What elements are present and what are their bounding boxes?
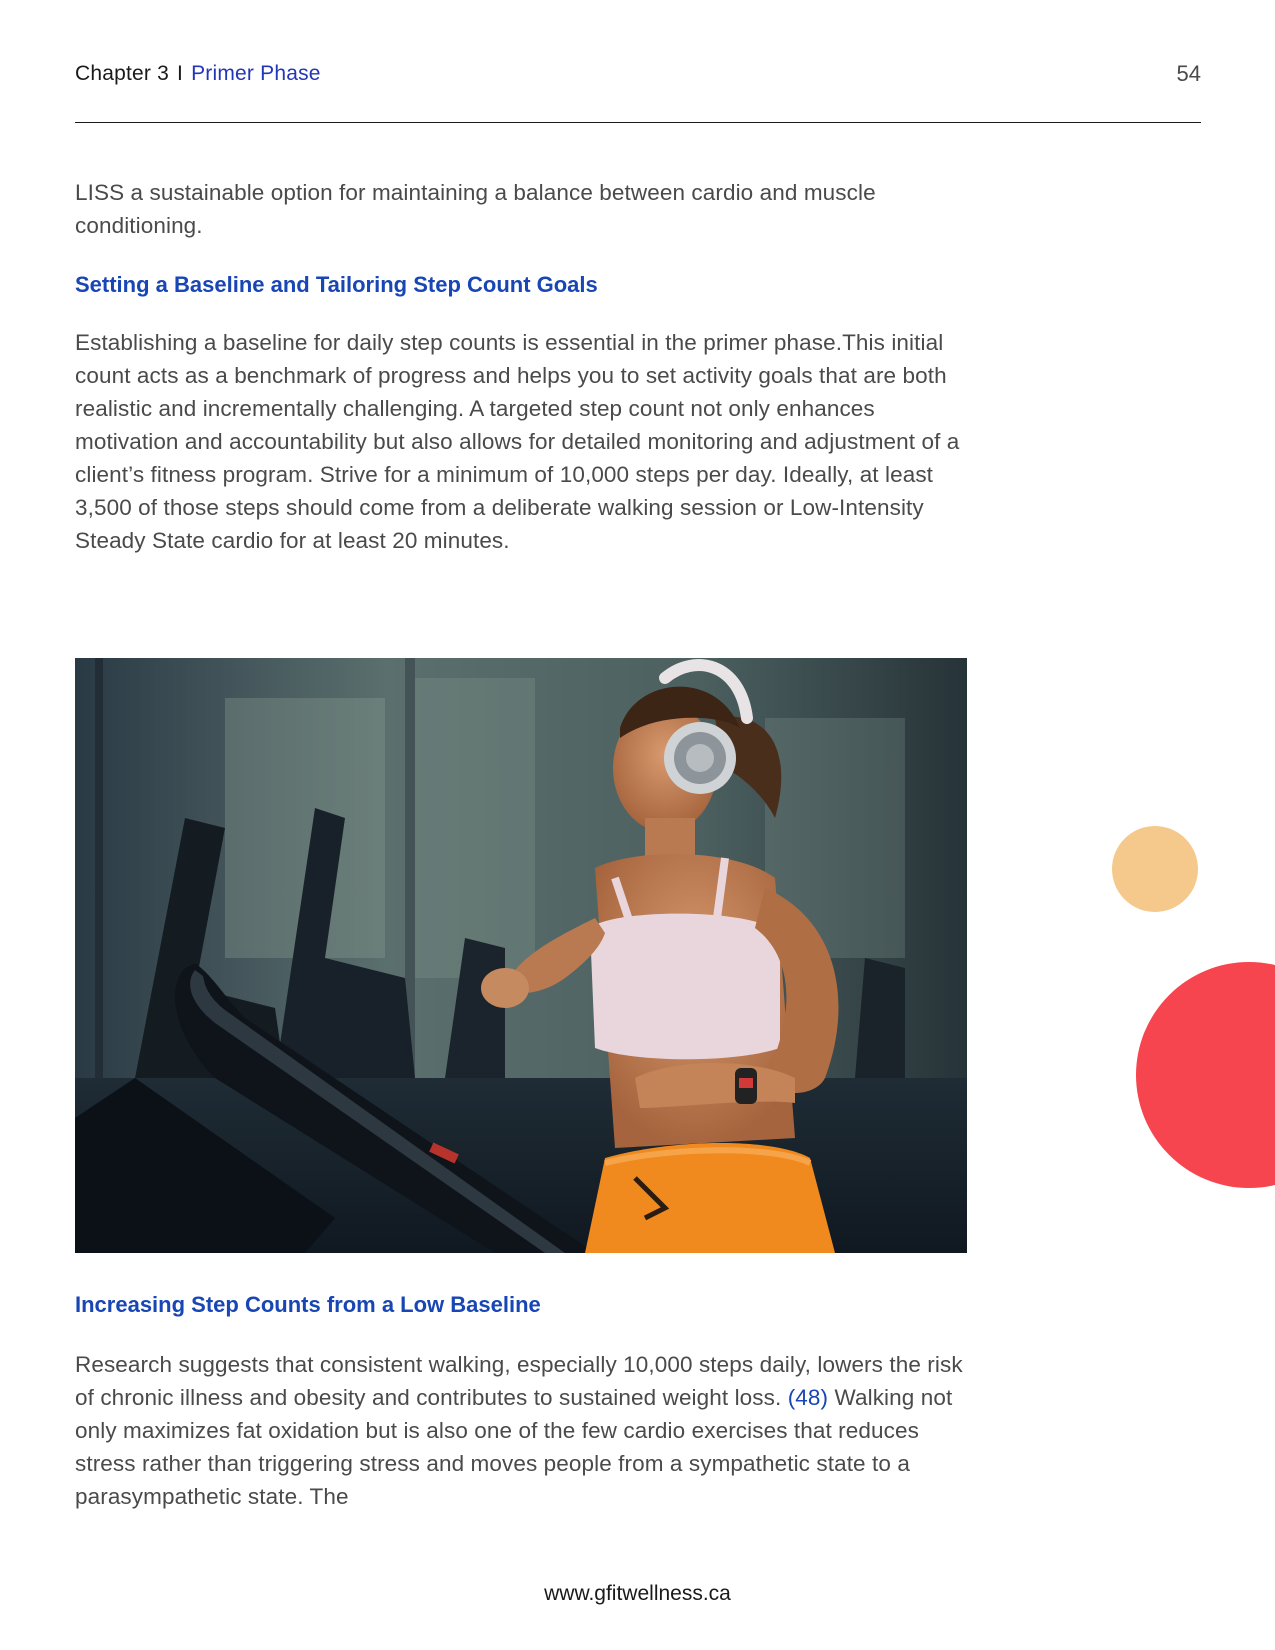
decorative-red-circle: [1136, 962, 1275, 1188]
intro-paragraph: LISS a sustainable option for maintaining a balance between cardio and muscle conditioning.: [75, 180, 876, 238]
page-header: [75, 60, 1201, 123]
increasing-paragraph-text-start: Research suggests that consistent walking, especially 10,000 steps daily, lowers the risk of chronic illness and obesity and contributes to sustained weight loss.: [75, 1352, 963, 1410]
increasing-paragraph: [75, 1348, 975, 1513]
breadcrumb-separator: I: [177, 62, 184, 85]
section-heading-increasing: Increasing Step Counts from a Low Baseline: [75, 1292, 541, 1317]
main-content: [75, 176, 975, 557]
increasing-paragraph-text-end: Walking not only maximizes fat oxidation but is also one of the few cardio exercises that reduces stress rather than triggering stress and moves people from a sympathetic state to a parasympathetic state. The: [75, 1385, 953, 1509]
treadmill-runner-photo: [75, 658, 967, 1253]
lower-content: [75, 1290, 975, 1513]
breadcrumb: [75, 62, 321, 86]
section-heading-baseline: Setting a Baseline and Tailoring Step Count Goals: [75, 272, 598, 297]
decorative-orange-circle: [1112, 826, 1198, 912]
page-number: 54: [1176, 61, 1201, 86]
photo-illustration: [75, 658, 967, 1253]
baseline-paragraph: Establishing a baseline for daily step counts is essential in the primer phase.This initial count acts as a benchmark of progress and helps you to set activity goals that are both realistic and incrementally challenging. A targeted step count not only enhances motivation and accountability but also allows for detailed monitoring and adjustment of a client’s fitness program. Strive for a minimum of 10,000 steps per day. Ideally, at least 3,500 of those steps should come from a deliberate walking session or Low-Intensity Steady State cardio for at least 20 minutes.: [75, 330, 960, 553]
footer-website: www.gfitwellness.ca: [544, 1582, 731, 1605]
chapter-label: Chapter 3: [75, 62, 170, 85]
citation-link[interactable]: (48): [787, 1385, 829, 1410]
section-label: Primer Phase: [191, 62, 321, 85]
